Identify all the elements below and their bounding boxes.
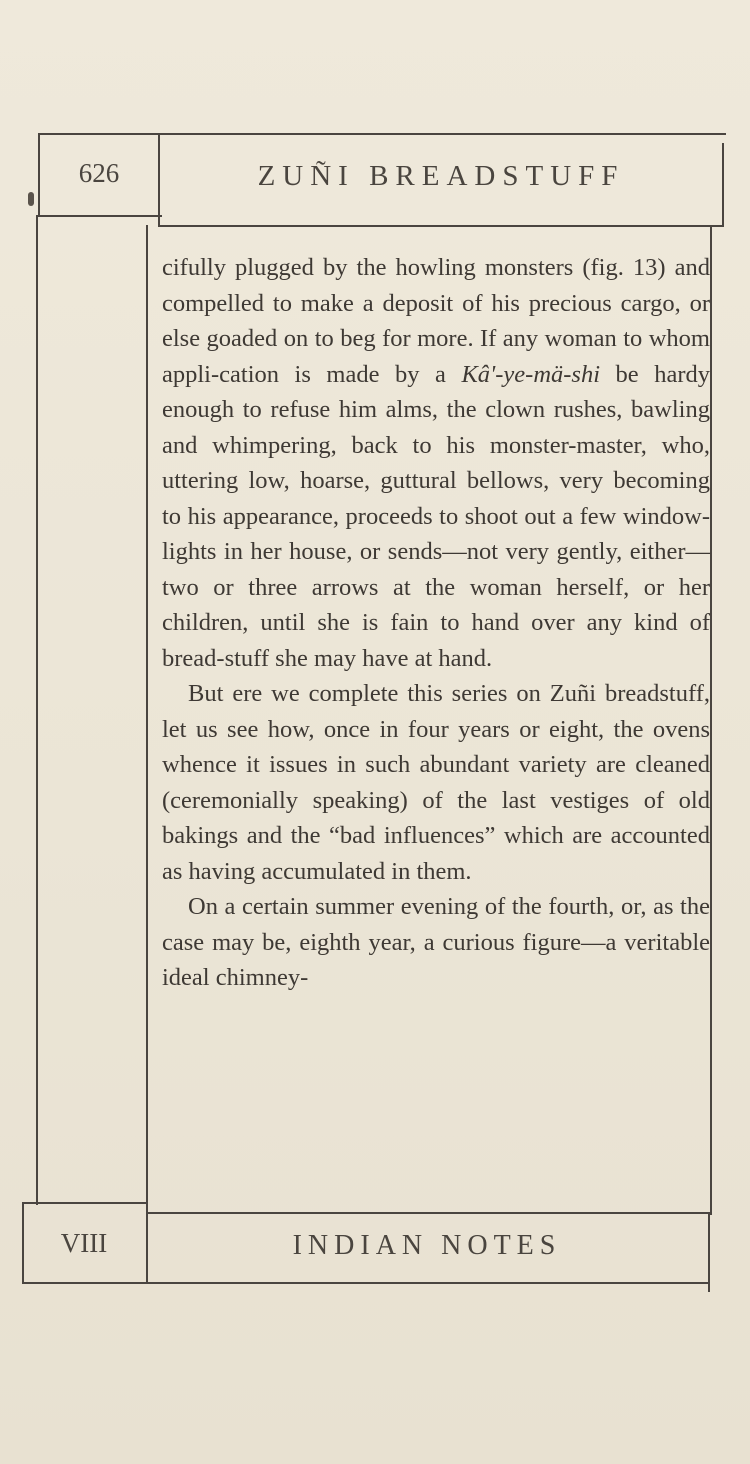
running-title: ZUÑI BREADSTUFF bbox=[257, 160, 625, 192]
footer-right-rule bbox=[708, 1212, 710, 1292]
series-title: INDIAN NOTES bbox=[292, 1230, 562, 1261]
paragraph-1: cifully plugged by the howling monsters (fig. 13) and compelled to make a deposit of his precious cargo, or else goaded on to beg for more. If any woman to whom appli-cation is made by a Kâ'-ye-mä-shi be hardy enough to refuse him alms, the clown rushes, bawling and whimpering, back to his monster-master, who, uttering low, hoarse, guttural bellows, very becoming to his appearance, proceeds to shoot out a few window-lights in her house, or sends—not very gently, either—two or three arrows at the woman herself, or her children, until she is fain to hand over any kind of bread-stuff she may have at hand. bbox=[162, 254, 710, 672]
footer-top-rule bbox=[22, 1202, 146, 1204]
header-top-rule bbox=[38, 133, 726, 135]
footer-top-rule-right bbox=[146, 1212, 710, 1214]
left-margin-rule bbox=[36, 215, 38, 1205]
text-left-rule bbox=[146, 225, 148, 1283]
header-bottom-rule bbox=[38, 215, 162, 217]
zuni-term: Kâ'-ye-mä-shi bbox=[461, 360, 601, 388]
page-number: 626 bbox=[78, 158, 120, 188]
body-text bbox=[162, 250, 710, 996]
ink-smudge bbox=[28, 192, 34, 206]
header-right-rule bbox=[722, 143, 724, 227]
header-bottom-rule-right bbox=[160, 225, 722, 227]
paragraph-3: On a certain summer evening of the fourth, or, as the case may be, eighth year, a curious figure—a veritable ideal chimney- bbox=[162, 893, 710, 991]
text-right-rule bbox=[710, 227, 712, 1215]
footer-bottom-rule bbox=[22, 1282, 710, 1284]
paragraph-2: But ere we complete this series on Zuñi breadstuff, let us see how, once in four years or eight, the ovens whence it issues in such abundant variety are cleaned (ceremonially speaking) of the last vestiges of old bakings and the “bad influences” which are accounted as having accumulated in them. bbox=[162, 680, 710, 885]
volume-number: VIII bbox=[60, 1228, 108, 1258]
